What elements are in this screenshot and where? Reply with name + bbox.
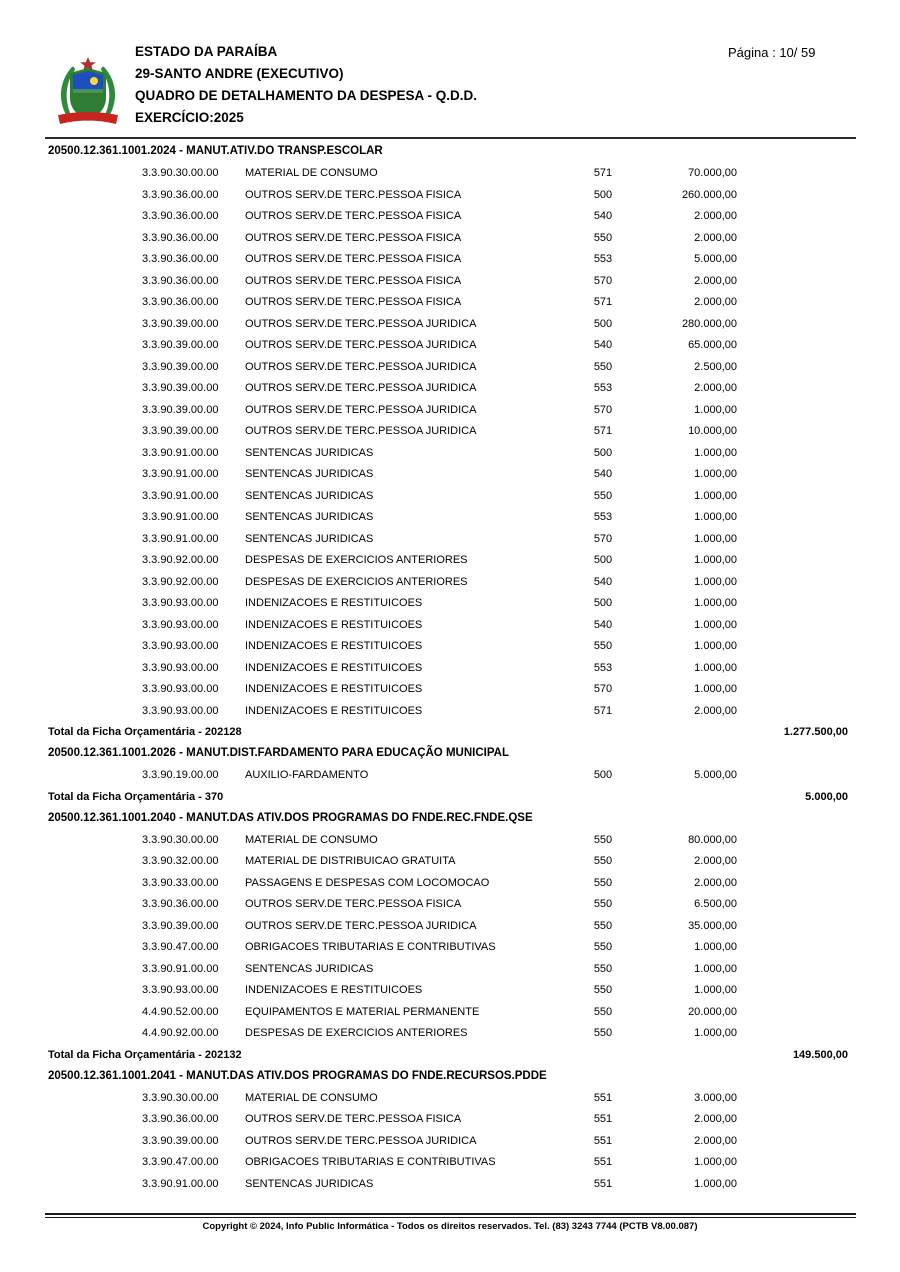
table-row: [0, 356, 900, 378]
expense-description: SENTENCAS JURIDICAS: [245, 489, 374, 502]
resource-source: 551: [593, 1134, 613, 1147]
table-row: [0, 1173, 900, 1195]
table-row: [0, 829, 900, 851]
expense-value: 1.000,00: [694, 941, 737, 954]
expense-value: 70.000,00: [688, 167, 737, 180]
resource-source: 550: [593, 231, 613, 244]
table-row: [0, 1152, 900, 1174]
expense-value: 2.000,00: [694, 210, 737, 223]
resource-source: 550: [593, 640, 613, 653]
expense-code: 3.3.90.91.00.00: [142, 468, 219, 481]
expense-code: 4.4.90.52.00.00: [142, 1005, 219, 1018]
resource-source: 550: [593, 898, 613, 911]
section-title: 20500.12.361.1001.2040 - MANUT.DAS ATIV.DOS PROGRAMAS DO FNDE.REC.FNDE.QSE: [48, 811, 533, 824]
resource-source: 551: [593, 1177, 613, 1190]
expense-code: 3.3.90.36.00.00: [142, 231, 219, 244]
table-row: [0, 1087, 900, 1109]
resource-source: 540: [593, 618, 613, 631]
table-row: [0, 872, 900, 894]
expense-description: SENTENCAS JURIDICAS: [245, 446, 374, 459]
table-row: [0, 657, 900, 679]
table-row: [0, 163, 900, 185]
table-row: [0, 1109, 900, 1131]
resource-source: 553: [593, 382, 613, 395]
expense-value: 1.000,00: [694, 468, 737, 481]
resource-source: 553: [593, 661, 613, 674]
expense-code: 3.3.90.93.00.00: [142, 661, 219, 674]
expense-code: 3.3.90.39.00.00: [142, 317, 219, 330]
expense-code: 3.3.90.39.00.00: [142, 403, 219, 416]
table-row: [0, 249, 900, 271]
expense-code: 3.3.90.93.00.00: [142, 704, 219, 717]
expense-code: 3.3.90.39.00.00: [142, 1134, 219, 1147]
expense-code: 3.3.90.91.00.00: [142, 511, 219, 524]
expense-description: SENTENCAS JURIDICAS: [245, 962, 374, 975]
table-row: [0, 937, 900, 959]
expense-code: 3.3.90.39.00.00: [142, 339, 219, 352]
table-row: [0, 700, 900, 722]
table-row: [0, 378, 900, 400]
expense-value: 2.000,00: [694, 231, 737, 244]
expense-value: 1.000,00: [694, 618, 737, 631]
resource-source: 540: [593, 339, 613, 352]
table-row: [0, 528, 900, 550]
section-title: 20500.12.361.1001.2026 - MANUT.DIST.FARDAMENTO PARA EDUCAÇÃO MUNICIPAL: [48, 747, 509, 759]
expense-value: 6.500,00: [694, 898, 737, 911]
resource-source: 551: [593, 1156, 613, 1169]
section-title: 20500.12.361.1001.2041 - MANUT.DAS ATIV.DOS PROGRAMAS DO FNDE.RECURSOS.PDDE: [48, 1069, 547, 1082]
expense-description: INDENIZACOES E RESTITUICOES: [245, 618, 423, 631]
resource-source: 500: [593, 554, 613, 567]
resource-source: 570: [593, 403, 613, 416]
expense-description: PASSAGENS E DESPESAS COM LOCOMOCAO: [245, 876, 490, 889]
expense-value: 1.000,00: [694, 962, 737, 975]
expense-description: OUTROS SERV.DE TERC.PESSOA FISICA: [245, 274, 462, 287]
table-row: [0, 206, 900, 228]
expense-value: 1.000,00: [694, 403, 737, 416]
ficha-total-label: Total da Ficha Orçamentária - 202128: [48, 726, 242, 739]
expense-description: INDENIZACOES E RESTITUICOES: [245, 640, 423, 653]
table-row: [0, 550, 900, 572]
resource-source: 550: [593, 876, 613, 889]
table-row: [0, 851, 900, 873]
expense-code: 3.3.90.93.00.00: [142, 597, 219, 610]
ficha-total-row: [0, 1044, 900, 1066]
expense-code: 3.3.90.91.00.00: [142, 532, 219, 545]
section-title: 20500.12.361.1001.2024 - MANUT.ATIV.DO TRANSP.ESCOLAR: [48, 145, 383, 157]
table-row: [0, 593, 900, 615]
expense-description: MATERIAL DE DISTRIBUICAO GRATUITA: [245, 855, 456, 868]
table-body: [0, 141, 900, 1195]
expense-description: OUTROS SERV.DE TERC.PESSOA JURIDICA: [245, 1134, 477, 1147]
ficha-total-row: [0, 786, 900, 808]
expense-code: 3.3.90.39.00.00: [142, 360, 219, 373]
expense-value: 35.000,00: [688, 919, 737, 932]
table-row: [0, 335, 900, 357]
resource-source: 550: [593, 941, 613, 954]
expense-code: 3.3.90.39.00.00: [142, 425, 219, 438]
table-row: [0, 765, 900, 787]
expense-code: 3.3.90.39.00.00: [142, 919, 219, 932]
resource-source: 540: [593, 210, 613, 223]
expense-value: 280.000,00: [681, 317, 737, 330]
expense-code: 3.3.90.39.00.00: [142, 382, 219, 395]
expense-value: 65.000,00: [688, 339, 737, 352]
expense-code: 3.3.90.33.00.00: [142, 876, 219, 889]
table-row: [0, 614, 900, 636]
resource-source: 570: [593, 683, 613, 696]
expense-value: 1.000,00: [694, 1177, 737, 1190]
coat-of-arms-logo: [55, 56, 121, 130]
ficha-total-value: 1.277.500,00: [783, 726, 848, 739]
expense-value: 260.000,00: [681, 188, 737, 201]
expense-description: OUTROS SERV.DE TERC.PESSOA JURIDICA: [245, 317, 477, 330]
expense-description: SENTENCAS JURIDICAS: [245, 468, 374, 481]
expense-value: 5.000,00: [694, 769, 737, 782]
expense-value: 2.000,00: [694, 704, 737, 717]
expense-code: 3.3.90.30.00.00: [142, 167, 219, 180]
expense-description: INDENIZACOES E RESTITUICOES: [245, 704, 423, 717]
expense-code: 3.3.90.47.00.00: [142, 1156, 219, 1169]
expense-value: 2.000,00: [694, 296, 737, 309]
resource-source: 553: [593, 253, 613, 266]
report-title: QUADRO DE DETALHAMENTO DA DESPESA - Q.D.D.: [135, 88, 478, 103]
expense-value: 5.000,00: [694, 253, 737, 266]
table-row: [0, 184, 900, 206]
expense-value: 80.000,00: [688, 833, 737, 846]
resource-source: 550: [593, 962, 613, 975]
expense-value: 2.000,00: [694, 855, 737, 868]
exercise-label: EXERCÍCIO:2025: [135, 110, 244, 125]
logo-ribbon: [58, 112, 118, 124]
expense-description: DESPESAS DE EXERCICIOS ANTERIORES: [245, 1027, 468, 1040]
expense-description: INDENIZACOES E RESTITUICOES: [245, 683, 423, 696]
resource-source: 571: [593, 425, 613, 438]
expense-description: OUTROS SERV.DE TERC.PESSOA FISICA: [245, 188, 462, 201]
resource-source: 571: [593, 167, 613, 180]
resource-source: 550: [593, 1005, 613, 1018]
expense-description: MATERIAL DE CONSUMO: [245, 1091, 378, 1104]
expense-value: 1.000,00: [694, 640, 737, 653]
expense-description: OUTROS SERV.DE TERC.PESSOA JURIDICA: [245, 360, 477, 373]
expense-code: 3.3.90.36.00.00: [142, 188, 219, 201]
resource-source: 500: [593, 188, 613, 201]
expense-value: 2.000,00: [694, 274, 737, 287]
resource-source: 500: [593, 597, 613, 610]
table-row: [0, 485, 900, 507]
table-row: [0, 1001, 900, 1023]
expense-description: SENTENCAS JURIDICAS: [245, 532, 374, 545]
resource-source: 571: [593, 704, 613, 717]
expense-value: 2.000,00: [694, 1134, 737, 1147]
table-row: [0, 571, 900, 593]
expense-value: 1.000,00: [694, 554, 737, 567]
expense-description: OUTROS SERV.DE TERC.PESSOA FISICA: [245, 231, 462, 244]
expense-description: MATERIAL DE CONSUMO: [245, 833, 378, 846]
expense-description: OUTROS SERV.DE TERC.PESSOA FISICA: [245, 1113, 462, 1126]
expense-description: OUTROS SERV.DE TERC.PESSOA JURIDICA: [245, 403, 477, 416]
resource-source: 570: [593, 274, 613, 287]
ficha-total-value: 5.000,00: [805, 790, 848, 803]
expense-value: 1.000,00: [694, 984, 737, 997]
expense-code: 3.3.90.91.00.00: [142, 489, 219, 502]
expense-code: 3.3.90.91.00.00: [142, 446, 219, 459]
resource-source: 570: [593, 532, 613, 545]
resource-source: 550: [593, 489, 613, 502]
expense-description: OBRIGACOES TRIBUTARIAS E CONTRIBUTIVAS: [245, 941, 496, 954]
expense-value: 10.000,00: [688, 425, 737, 438]
expense-value: 2.000,00: [694, 876, 737, 889]
expense-description: OBRIGACOES TRIBUTARIAS E CONTRIBUTIVAS: [245, 1156, 496, 1169]
table-row: [0, 399, 900, 421]
table-row: [0, 894, 900, 916]
expense-value: 2.000,00: [694, 382, 737, 395]
expense-code: 4.4.90.92.00.00: [142, 1027, 219, 1040]
header-divider: [45, 137, 856, 139]
table-row: [0, 980, 900, 1002]
resource-source: 550: [593, 360, 613, 373]
expense-code: 3.3.90.47.00.00: [142, 941, 219, 954]
ficha-total-label: Total da Ficha Orçamentária - 202132: [48, 1048, 242, 1061]
resource-source: 550: [593, 919, 613, 932]
table-row: [0, 292, 900, 314]
expense-code: 3.3.90.36.00.00: [142, 1113, 219, 1126]
expense-value: 1.000,00: [694, 683, 737, 696]
resource-source: 550: [593, 984, 613, 997]
entity-title: 29-SANTO ANDRE (EXECUTIVO): [135, 66, 344, 81]
table-row: [0, 421, 900, 443]
expense-code: 3.3.90.36.00.00: [142, 274, 219, 287]
table-row: [0, 507, 900, 529]
expense-code: 3.3.90.19.00.00: [142, 769, 219, 782]
expense-value: 2.000,00: [694, 1113, 737, 1126]
expense-description: SENTENCAS JURIDICAS: [245, 1177, 374, 1190]
expense-code: 3.3.90.93.00.00: [142, 984, 219, 997]
table-row: [0, 270, 900, 292]
logo-sun: [90, 77, 98, 85]
expense-code: 3.3.90.92.00.00: [142, 575, 219, 588]
expense-code: 3.3.90.36.00.00: [142, 210, 219, 223]
state-title: ESTADO DA PARAÍBA: [135, 44, 278, 59]
copyright-text: Copyright © 2024, Info Public Informática - Todos os direitos reservados. Tel. (83) 3243 7744 (PCTB V8.00.087): [202, 1221, 698, 1232]
logo-shield-field: [73, 71, 103, 90]
logo-band: [73, 89, 103, 93]
expense-code: 3.3.90.93.00.00: [142, 640, 219, 653]
ficha-total-value: 149.500,00: [792, 1048, 848, 1061]
expense-description: OUTROS SERV.DE TERC.PESSOA FISICA: [245, 898, 462, 911]
page-number: Página : 10/ 59: [728, 45, 816, 60]
expense-description: MATERIAL DE CONSUMO: [245, 167, 378, 180]
expense-code: 3.3.90.30.00.00: [142, 1091, 219, 1104]
expense-description: SENTENCAS JURIDICAS: [245, 511, 374, 524]
table-row: [0, 227, 900, 249]
resource-source: 571: [593, 296, 613, 309]
expense-description: AUXILIO-FARDAMENTO: [245, 769, 369, 782]
expense-description: OUTROS SERV.DE TERC.PESSOA JURIDICA: [245, 919, 477, 932]
expense-value: 1.000,00: [694, 661, 737, 674]
table-row: [0, 313, 900, 335]
paraiba-coat-of-arms-icon: [55, 56, 121, 130]
table-row: [0, 1130, 900, 1152]
expense-value: 1.000,00: [694, 575, 737, 588]
resource-source: 550: [593, 833, 613, 846]
expense-code: 3.3.90.93.00.00: [142, 683, 219, 696]
expense-code: 3.3.90.32.00.00: [142, 855, 219, 868]
table-row: [0, 958, 900, 980]
table-row: [0, 464, 900, 486]
expense-value: 1.000,00: [694, 532, 737, 545]
footer-divider: [45, 1213, 856, 1218]
expense-description: DESPESAS DE EXERCICIOS ANTERIORES: [245, 575, 468, 588]
resource-source: 500: [593, 769, 613, 782]
expense-code: 3.3.90.36.00.00: [142, 296, 219, 309]
expense-code: 3.3.90.36.00.00: [142, 898, 219, 911]
resource-source: 500: [593, 317, 613, 330]
resource-source: 540: [593, 575, 613, 588]
expense-value: 20.000,00: [688, 1005, 737, 1018]
resource-source: 550: [593, 1027, 613, 1040]
expense-description: OUTROS SERV.DE TERC.PESSOA JURIDICA: [245, 425, 477, 438]
expense-code: 3.3.90.92.00.00: [142, 554, 219, 567]
expense-description: OUTROS SERV.DE TERC.PESSOA JURIDICA: [245, 382, 477, 395]
expense-description: DESPESAS DE EXERCICIOS ANTERIORES: [245, 554, 468, 567]
expense-code: 3.3.90.91.00.00: [142, 962, 219, 975]
table-row: [0, 679, 900, 701]
expense-code: 3.3.90.91.00.00: [142, 1177, 219, 1190]
expense-description: EQUIPAMENTOS E MATERIAL PERMANENTE: [245, 1005, 480, 1018]
expense-description: INDENIZACOES E RESTITUICOES: [245, 661, 423, 674]
expense-description: OUTROS SERV.DE TERC.PESSOA JURIDICA: [245, 339, 477, 352]
resource-source: 550: [593, 855, 613, 868]
expense-code: 3.3.90.36.00.00: [142, 253, 219, 266]
expense-value: 2.500,00: [694, 360, 737, 373]
expense-value: 1.000,00: [694, 1027, 737, 1040]
table-row: [0, 442, 900, 464]
expense-description: OUTROS SERV.DE TERC.PESSOA FISICA: [245, 296, 462, 309]
table-row: [0, 915, 900, 937]
expense-value: 1.000,00: [694, 597, 737, 610]
ficha-total-label: Total da Ficha Orçamentária - 370: [48, 790, 224, 803]
expense-value: 1.000,00: [694, 489, 737, 502]
resource-source: 540: [593, 468, 613, 481]
table-row: [0, 636, 900, 658]
expense-description: INDENIZACOES E RESTITUICOES: [245, 597, 423, 610]
ficha-total-row: [0, 722, 900, 744]
expense-code: 3.3.90.30.00.00: [142, 833, 219, 846]
expense-description: INDENIZACOES E RESTITUICOES: [245, 984, 423, 997]
expense-value: 1.000,00: [694, 511, 737, 524]
expense-code: 3.3.90.93.00.00: [142, 618, 219, 631]
expense-value: 1.000,00: [694, 446, 737, 459]
expense-value: 3.000,00: [694, 1091, 737, 1104]
resource-source: 553: [593, 511, 613, 524]
resource-source: 551: [593, 1113, 613, 1126]
report-header: [135, 41, 477, 129]
table-row: [0, 1023, 900, 1045]
resource-source: 551: [593, 1091, 613, 1104]
resource-source: 500: [593, 446, 613, 459]
expense-description: OUTROS SERV.DE TERC.PESSOA FISICA: [245, 210, 462, 223]
expense-value: 1.000,00: [694, 1156, 737, 1169]
expense-description: OUTROS SERV.DE TERC.PESSOA FISICA: [245, 253, 462, 266]
